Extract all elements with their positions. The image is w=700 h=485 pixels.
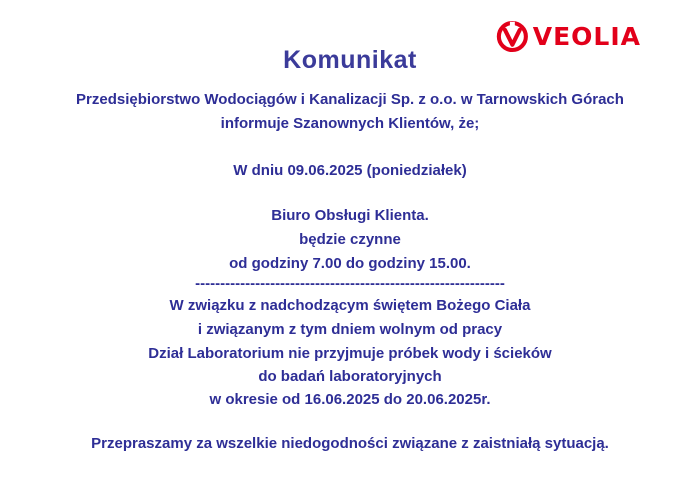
day-off-line: i związanym z tym dniem wolnym od pracy xyxy=(197,321,503,338)
hours-line: od godziny 7.00 do godziny 15.00. xyxy=(229,255,471,272)
laboratory-line: Dział Laboratorium nie przyjmuje próbek wody i ścieków xyxy=(148,345,552,362)
tests-line: do badań laboratoryjnych xyxy=(258,368,442,385)
date-line: W dniu 09.06.2025 (poniedziałek) xyxy=(233,162,467,179)
inform-line: informuje Szanownych Klientów, że; xyxy=(220,115,480,132)
notice-title: Komunikat xyxy=(283,46,417,74)
open-line: będzie czynne xyxy=(299,231,401,248)
period-line: w okresie od 16.06.2025 do 20.06.2025r. xyxy=(209,391,491,408)
apology-line: Przepraszamy za wszelkie niedogodności związane z zaistniałą sytuacją. xyxy=(91,435,609,452)
holiday-line: W związku z nadchodzącym świętem Bożego Ciała xyxy=(169,297,531,314)
veolia-logo-text: VEOLIA xyxy=(532,21,641,51)
office-line: Biuro Obsługi Klienta. xyxy=(271,207,429,224)
divider-line: -------------------------------------------------------------- xyxy=(195,275,505,292)
company-line: Przedsiębiorstwo Wodociągów i Kanalizacji Sp. z o.o. w Tarnowskich Górach xyxy=(76,91,624,108)
